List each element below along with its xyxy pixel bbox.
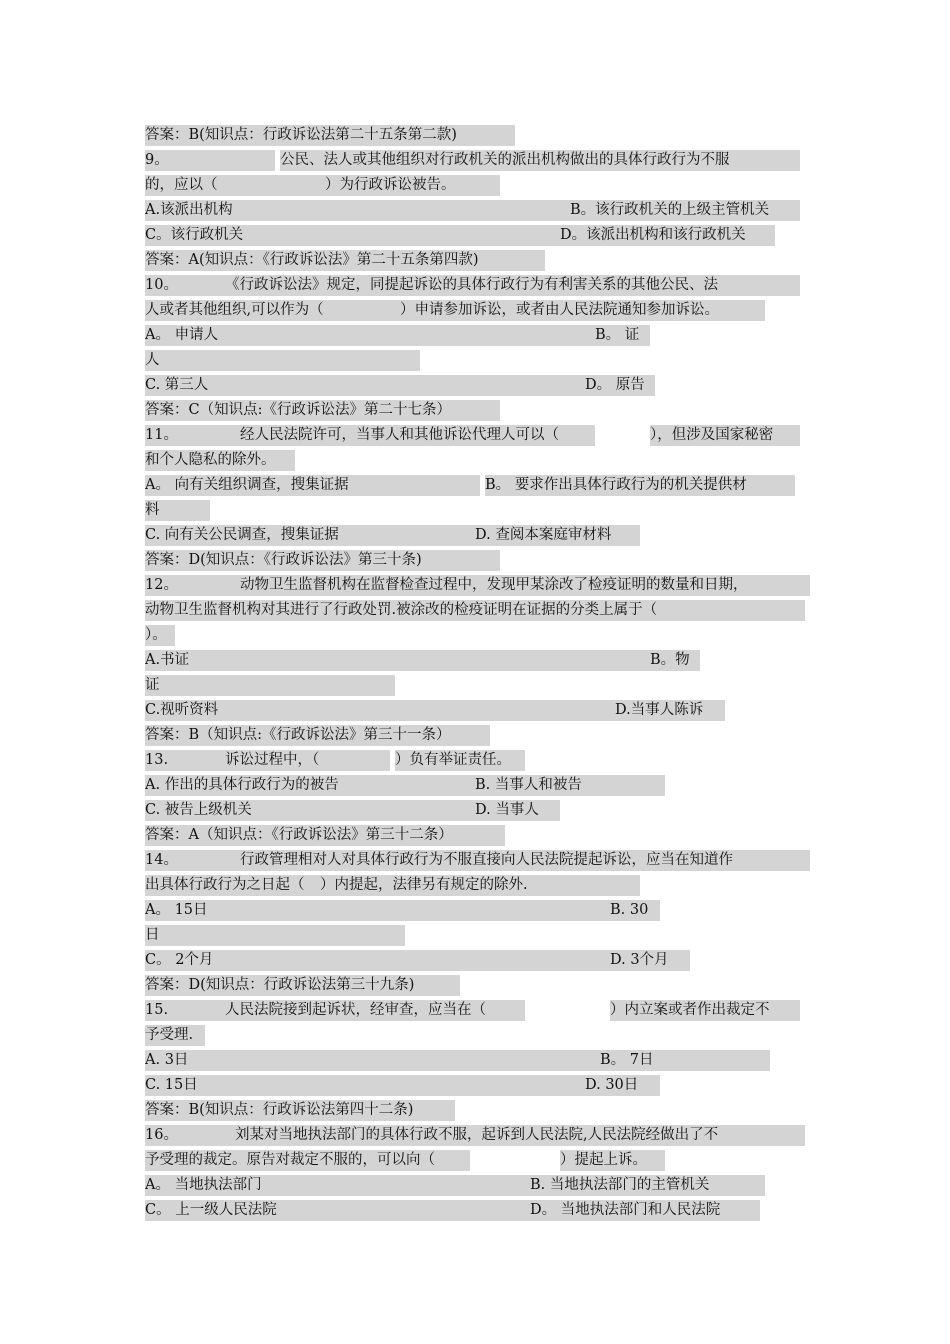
text-line-39-0: 答案：B(知识点：行政诉讼法第四十二条) xyxy=(145,1100,455,1121)
text-line-13-0: 和个人隐私的除外。 xyxy=(145,450,295,471)
text-line-35-1: 人民法院接到起诉状，经审查，应当在（ xyxy=(225,1000,525,1021)
text-line-21-1: B。物 xyxy=(650,650,700,671)
text-line-14-1: B。 要求作出具体行政行为的机关提供材 xyxy=(485,475,795,496)
text-line-24-0: 答案：B（知识点:《行政诉讼法》第三十一条） xyxy=(145,725,490,746)
text-line-35-0: 15. xyxy=(145,1000,225,1021)
text-line-35-2: ）内立案或者作出裁定不 xyxy=(610,1000,800,1021)
text-line-36-0: 予受理. xyxy=(145,1025,205,1046)
text-line-31-0: A。 15日 xyxy=(145,900,610,921)
text-line-4-0: C。该行政机关 xyxy=(145,225,560,246)
text-line-26-0: A. 作出的具体行政行为的被告 xyxy=(145,775,475,796)
text-line-10-0: C. 第三人 xyxy=(145,375,585,396)
text-line-25-0: 13. xyxy=(145,750,225,771)
text-line-41-1: ）提起上诉。 xyxy=(560,1150,665,1171)
text-line-4-1: D。该派出机构和该行政机关 xyxy=(560,225,775,246)
text-line-9-0: 人 xyxy=(145,350,420,371)
text-line-28-0: 答案：A（知识点：《行政诉讼法》第三十二条） xyxy=(145,825,505,846)
text-line-27-1: D. 当事人 xyxy=(475,800,560,821)
text-line-14-0: A。 向有关组织调查，搜集证据 xyxy=(145,475,480,496)
text-line-33-1: D. 3个月 xyxy=(610,950,690,971)
text-line-26-1: B. 当事人和被告 xyxy=(475,775,665,796)
text-line-37-0: A. 3日 xyxy=(145,1050,600,1071)
text-line-0-0: 答案：B(知识点：行政诉讼法第二十五条第二款) xyxy=(145,125,515,146)
text-line-17-0: 答案：D(知识点：《行政诉讼法》第三十条) xyxy=(145,550,500,571)
text-line-29-1: 行政管理相对人对具体行政行为不服直接向人民法院提起诉讼，应当在知道作 xyxy=(240,850,810,871)
text-line-12-2: ），但涉及国家秘密 xyxy=(650,425,800,446)
text-line-1-1: 公民、法人或其他组织对行政机关的派出机构做出的具体行政行为不服 xyxy=(280,150,800,171)
text-line-20-0: ）。 xyxy=(145,625,175,646)
text-line-32-0: 日 xyxy=(145,925,405,946)
text-line-43-0: C。 上一级人民法院 xyxy=(145,1200,530,1221)
text-line-38-0: C. 15日 xyxy=(145,1075,585,1096)
text-line-31-1: B. 30 xyxy=(610,900,660,921)
text-line-27-0: C. 被告上级机关 xyxy=(145,800,475,821)
text-line-3-1: B。该行政机关的上级主管机关 xyxy=(570,200,800,221)
text-line-42-1: B. 当地执法部门的主管机关 xyxy=(530,1175,765,1196)
text-line-37-1: B。 7日 xyxy=(600,1050,770,1071)
text-line-16-1: D. 查阅本案庭审材料 xyxy=(475,525,640,546)
text-line-11-0: 答案：C（知识点:《行政诉讼法》第二十七条） xyxy=(145,400,500,421)
text-line-41-0: 予受理的裁定。原告对裁定不服的，可以向（ xyxy=(145,1150,470,1171)
text-line-15-0: 料 xyxy=(145,500,210,521)
text-line-25-2: ）负有举证责任。 xyxy=(395,750,525,771)
text-line-12-0: 11。 xyxy=(145,425,240,446)
text-line-8-0: A。 申请人 xyxy=(145,325,595,346)
text-line-34-0: 答案：D(知识点：行政诉讼法第三十九条) xyxy=(145,975,460,996)
text-line-3-0: A.该派出机构 xyxy=(145,200,575,221)
text-line-2-1: ）为行政诉讼被告。 xyxy=(325,175,500,196)
text-line-8-1: B。 证 xyxy=(595,325,650,346)
text-line-33-0: C。 2个月 xyxy=(145,950,610,971)
text-line-29-0: 14。 xyxy=(145,850,240,871)
text-line-38-1: D. 30日 xyxy=(585,1075,660,1096)
text-line-1-0: 9。 xyxy=(145,150,275,171)
text-line-23-1: D.当事人陈诉 xyxy=(615,700,725,721)
text-line-40-1: 刘某对当地执法部门的具体行政不服，起诉到人民法院,人民法院经做出了不 xyxy=(235,1125,805,1146)
text-line-5-0: 答案：A(知识点：《行政诉讼法》第二十五条第四款) xyxy=(145,250,545,271)
text-line-6-0: 10。 xyxy=(145,275,225,296)
text-line-25-1: 诉讼过程中，（ xyxy=(225,750,390,771)
text-line-40-0: 16。 xyxy=(145,1125,235,1146)
text-line-43-1: D。 当地执法部门和人民法院 xyxy=(530,1200,760,1221)
text-line-22-0: 证 xyxy=(145,675,395,696)
text-line-6-1: 《行政诉讼法》规定，同提起诉讼的具体行政行为有利害关系的其他公民、法 xyxy=(225,275,800,296)
text-line-18-0: 12。 xyxy=(145,575,240,596)
text-line-30-1: ）内提起，法律另有规定的除外. xyxy=(320,875,640,896)
text-line-42-0: A。 当地执法部门 xyxy=(145,1175,530,1196)
text-line-7-0: 人或者其他组织,可以作为（ xyxy=(145,300,400,321)
text-line-30-0: 出具体行政行为之日起（ xyxy=(145,875,320,896)
text-line-18-1: 动物卫生监督机构在监督检查过程中，发现甲某涂改了检疫证明的数量和日期， xyxy=(240,575,810,596)
text-line-19-0: 动物卫生监督机构对其进行了行政处罚.被涂改的检疫证明在证据的分类上属于（ xyxy=(145,600,805,621)
text-line-7-1: ）申请参加诉讼，或者由人民法院通知参加诉讼。 xyxy=(400,300,765,321)
text-line-12-1: 经人民法院许可，当事人和其他诉讼代理人可以（ xyxy=(240,425,595,446)
text-line-16-0: C. 向有关公民调查，搜集证据 xyxy=(145,525,475,546)
text-line-21-0: A.书证 xyxy=(145,650,650,671)
text-line-23-0: C.视听资料 xyxy=(145,700,615,721)
text-line-2-0: 的，应以（ xyxy=(145,175,325,196)
text-line-10-1: D。 原告 xyxy=(585,375,655,396)
